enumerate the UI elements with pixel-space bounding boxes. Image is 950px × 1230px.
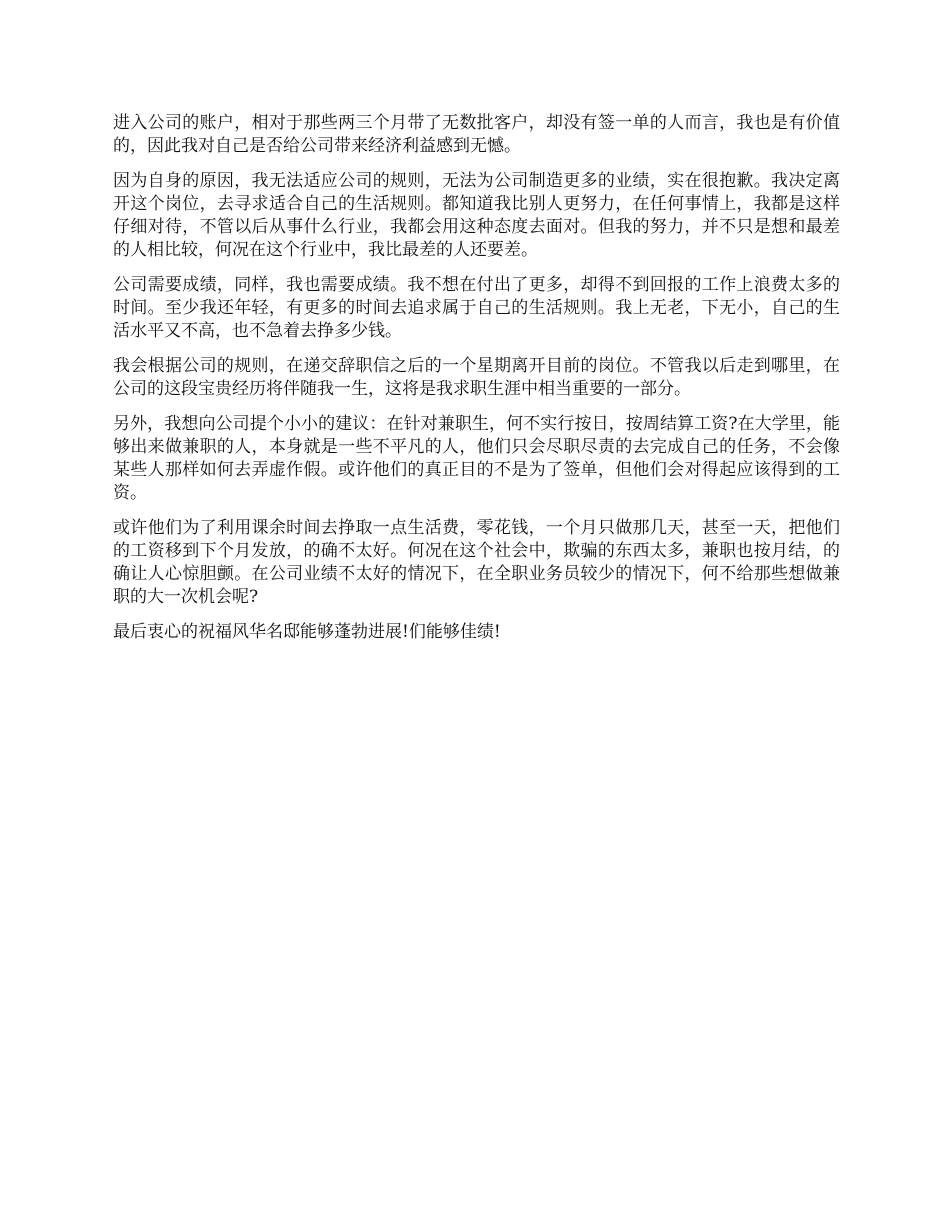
paragraph-3: 公司需要成绩，同样，我也需要成绩。我不想在付出了更多，却得不到回报的工作上浪费太多的时间。至少我还年轻，有更多的时间去追求属于自己的生活规则。我上无老，下无小，自己的生活水平又不高，也不急着去挣多少钱。: [113, 275, 840, 341]
paragraph-5: 另外，我想向公司提个小小的建议：在针对兼职生，何不实行按日，按周结算工资?在大学里，能够出来做兼职的人，本身就是一些不平凡的人，他们只会尽职尽责的去完成自己的任务，不会像某些人那样如何去弄虚作假。或许他们的真正目的不是为了签单，但他们会对得起应该得到的工资。: [113, 414, 840, 503]
document-body: [113, 112, 840, 656]
paragraph-7: 最后衷心的祝福风华名邸能够蓬勃进展!们能够佳绩!: [113, 622, 501, 642]
paragraph-2: 因为自身的原因，我无法适应公司的规则，无法为公司制造更多的业绩，实在很抱歉。我决定离开这个岗位，去寻求适合自己的生活规则。都知道我比别人更努力，在任何事情上，我都是这样仔细对待，不管以后从事什么行业，我都会用这种态度去面对。但我的努力，并不只是想和最差的人相比较，何况在这个行业中，我比最差的人还要差。: [113, 171, 840, 260]
paragraph-4: 我会根据公司的规则，在递交辞职信之后的一个星期离开目前的岗位。不管我以后走到哪里，在公司的这段宝贵经历将伴随我一生，这将是我求职生涯中相当重要的一部分。: [113, 356, 840, 399]
paragraph-1: 进入公司的账户，相对于那些两三个月带了无数批客户，却没有签一单的人而言，我也是有价值的，因此我对自己是否给公司带来经济利益感到无憾。: [113, 113, 840, 156]
paragraph-6: 或许他们为了利用课余时间去挣取一点生活费，零花钱，一个月只做那几天，甚至一天，把他们的工资移到下个月发放，的确不太好。何况在这个社会中，欺骗的东西太多，兼职也按月结，的确让人心惊胆颤。在公司业绩不太好的情况下，在全职业务员较少的情况下，何不给那些想做兼职的大一次机会呢?: [113, 518, 840, 607]
